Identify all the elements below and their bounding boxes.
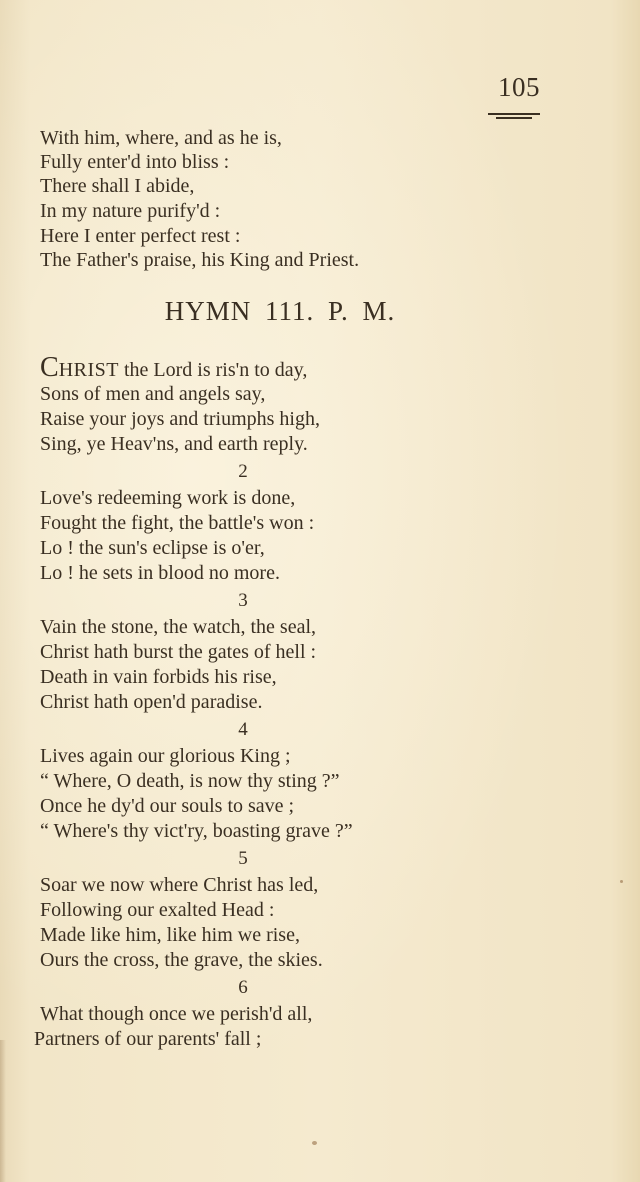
stanza-line: Sing, ye Heav'ns, and earth reply. bbox=[40, 433, 308, 455]
paper-blemish bbox=[620, 880, 623, 883]
stanza-line: Once he dy'd our souls to save ; bbox=[40, 795, 295, 817]
previous-hymn-line: There shall I abide, bbox=[40, 175, 195, 197]
previous-hymn-line: Fully enter'd into bliss : bbox=[40, 151, 230, 173]
stanza-line: Lo ! he sets in blood no more. bbox=[40, 562, 280, 584]
stanza-line: Christ hath burst the gates of hell : bbox=[40, 641, 317, 663]
header-rule-ornament bbox=[488, 111, 540, 121]
stanza-line: What though once we perish'd all, bbox=[40, 1003, 313, 1025]
stanza-line: Vain the stone, the watch, the seal, bbox=[40, 616, 317, 638]
stanza-line: Lo ! the sun's eclipse is o'er, bbox=[40, 537, 265, 559]
stanza-number: 5 bbox=[238, 848, 248, 869]
stanza-line: Death in vain forbids his rise, bbox=[40, 666, 277, 688]
previous-hymn-line: In my nature purify'd : bbox=[40, 200, 221, 222]
stanza-line: Love's redeeming work is done, bbox=[40, 487, 296, 509]
stanza-line: Soar we now where Christ has led, bbox=[40, 874, 319, 896]
paper-blemish bbox=[312, 1141, 317, 1145]
previous-hymn-line: With him, where, and as he is, bbox=[40, 127, 282, 149]
hymn-first-line bbox=[40, 352, 308, 383]
stanza-line: Made like him, like him we rise, bbox=[40, 924, 300, 946]
stanza-line: “ Where's thy vict'ry, boasting grave ?” bbox=[40, 820, 353, 842]
hymn-title: HYMN 111. P. M. bbox=[164, 296, 396, 326]
stanza-line: Ours the cross, the grave, the skies. bbox=[40, 949, 323, 971]
first-word-smallcaps: HRIST bbox=[58, 359, 119, 381]
stanza-line: Sons of men and angels say, bbox=[40, 383, 266, 405]
stanza-line: Following our exalted Head : bbox=[40, 899, 275, 921]
stanza-line: Christ hath open'd paradise. bbox=[40, 691, 263, 713]
first-line-rest: the Lord is ris'n to day, bbox=[118, 359, 308, 381]
drop-cap: C bbox=[40, 352, 59, 383]
stanza-number: 4 bbox=[238, 719, 248, 740]
stanza-number: 3 bbox=[238, 590, 248, 611]
stanza-number: 6 bbox=[238, 977, 248, 998]
stanza-line: Fought the fight, the battle's won : bbox=[40, 512, 315, 534]
stanza-line: “ Where, O death, is now thy sting ?” bbox=[40, 770, 340, 792]
stanza-line: Lives again our glorious King ; bbox=[40, 745, 291, 767]
page-number: 105 bbox=[498, 72, 540, 102]
previous-hymn-line: Here I enter perfect rest : bbox=[40, 225, 241, 247]
stanza-line: Raise your joys and triumphs high, bbox=[40, 408, 320, 430]
stanza-number: 2 bbox=[238, 461, 248, 482]
previous-hymn-line: The Father's praise, his King and Priest. bbox=[40, 249, 360, 271]
page-edge-shadow bbox=[0, 1040, 6, 1182]
stanza-line: Partners of our parents' fall ; bbox=[34, 1028, 262, 1050]
